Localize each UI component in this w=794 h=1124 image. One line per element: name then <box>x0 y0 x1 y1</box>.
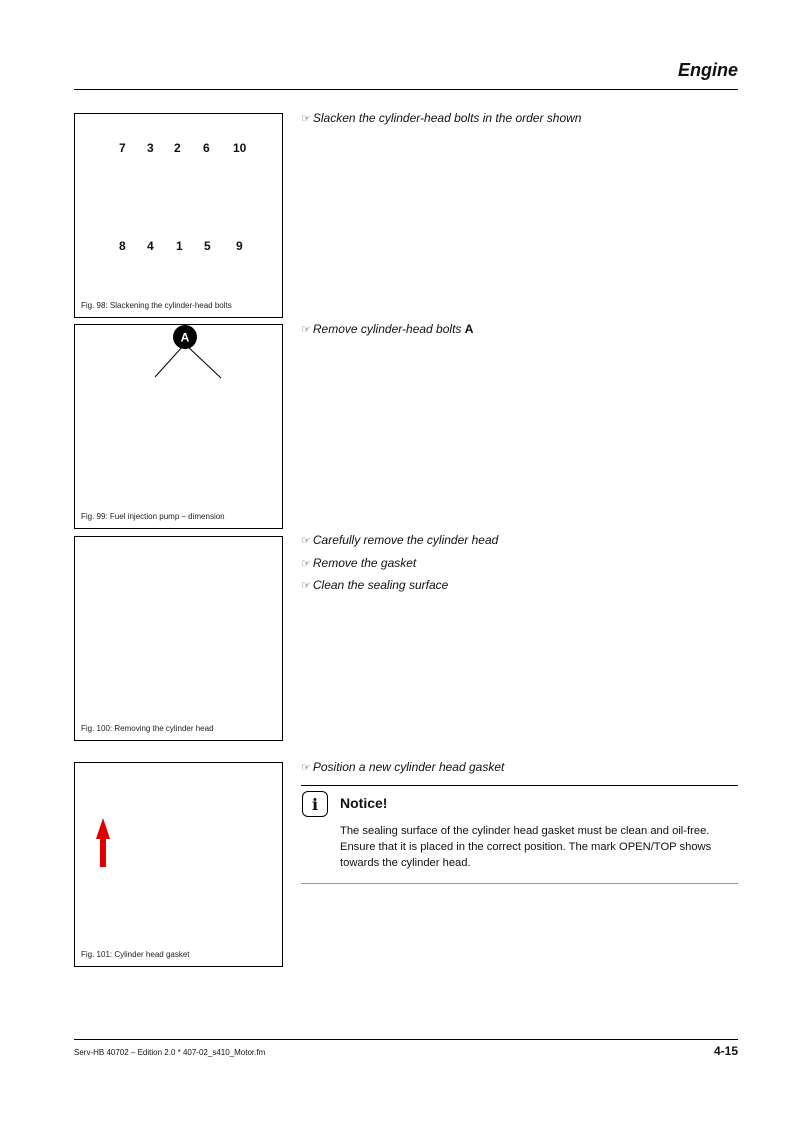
instruction-remove-head: ☞ Carefully remove the cylinder head <box>301 533 499 547</box>
figure-98 <box>74 113 283 318</box>
header-rule <box>74 89 738 90</box>
page-number: 4-15 <box>713 1044 738 1058</box>
figure-caption: Fig. 100: Removing the cylinder head <box>81 724 214 733</box>
instruction-remove-bolts: ☞ Remove cylinder-head bolts A <box>301 322 474 336</box>
figure-caption: Fig. 98: Slackening the cylinder-head bolts <box>81 301 232 310</box>
instruction-clean-surface: ☞ Clean the sealing surface <box>301 578 449 592</box>
figure-99 <box>74 324 283 529</box>
callout-marker-a: A <box>180 330 190 345</box>
arrow-up-icon <box>75 763 282 966</box>
page-title: Engine <box>677 60 738 80</box>
pointing-hand-icon: ☞ <box>301 762 311 774</box>
notice-top-rule <box>301 785 738 786</box>
marker-lines <box>75 325 282 528</box>
bolt-number: 2 <box>174 141 181 155</box>
figure-caption: Fig. 99: Fuel injection pump – dimension <box>81 512 225 521</box>
bolt-number: 4 <box>147 239 154 253</box>
bolt-row-top <box>75 141 282 157</box>
pointing-hand-icon: ☞ <box>301 580 311 592</box>
instruction-position-gasket: ☞ Position a new cylinder head gasket <box>301 760 505 774</box>
bolt-number: 1 <box>176 239 183 253</box>
figure-101 <box>74 762 283 967</box>
instruction-remove-gasket: ☞ Remove the gasket <box>301 556 417 570</box>
bolt-row-bottom <box>75 239 282 255</box>
figure-caption: Fig. 101: Cylinder head gasket <box>81 950 190 959</box>
notice-text: The sealing surface of the cylinder head gasket must be clean and oil-free. Ensure that it is placed in the correct position. The mark OPEN/TOP shows towards the cylinder head. <box>340 825 712 869</box>
bolt-number: 3 <box>147 141 154 155</box>
info-icon: i <box>302 791 328 817</box>
bolt-number: 8 <box>119 239 126 253</box>
pointing-hand-icon: ☞ <box>301 324 311 336</box>
bolt-number: 5 <box>204 239 211 253</box>
bolt-number: 7 <box>119 141 126 155</box>
notice-bottom-rule <box>301 883 738 884</box>
pointing-hand-icon: ☞ <box>301 535 311 547</box>
footer-rule <box>74 1039 738 1040</box>
figure-100 <box>74 536 283 741</box>
bolt-number: 9 <box>236 239 243 253</box>
pointing-hand-icon: ☞ <box>301 558 311 570</box>
pointing-hand-icon: ☞ <box>301 113 311 125</box>
bolt-number: 6 <box>203 141 210 155</box>
notice-title: Notice! <box>340 795 388 811</box>
footer-document-reference: Serv-HB 40702 – Edition 2.0 * 407-02_s410_Motor.fm <box>74 1048 266 1057</box>
instruction-slacken-bolts: ☞ Slacken the cylinder-head bolts in the order shown <box>301 111 582 125</box>
bolt-number: 10 <box>233 141 247 155</box>
